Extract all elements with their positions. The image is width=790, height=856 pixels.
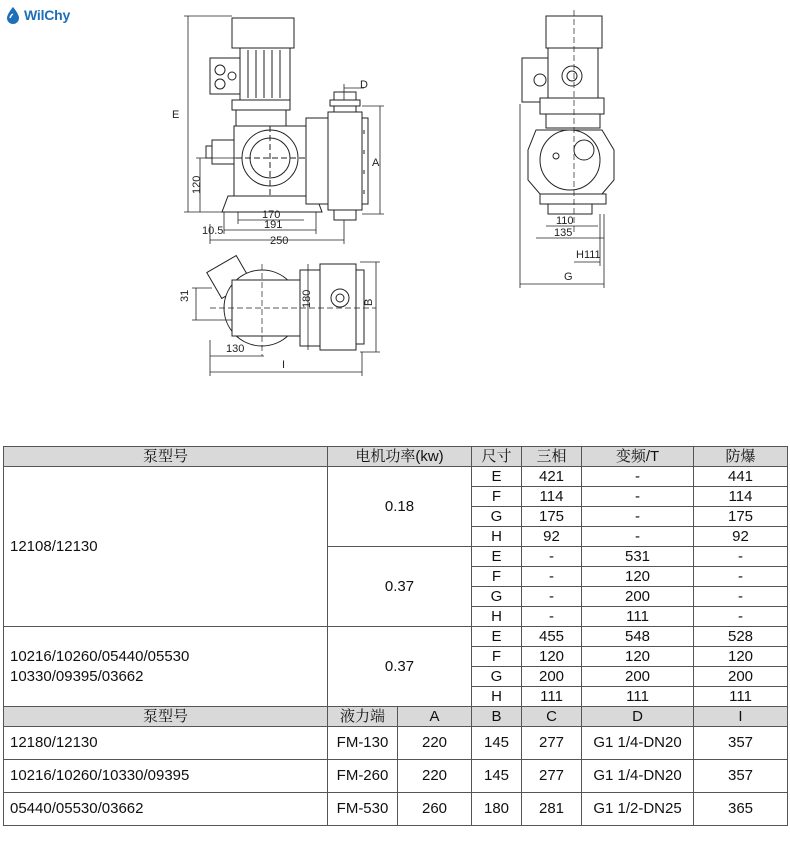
brand-name: WilChy [24,7,71,23]
vfd-cell: 548 [582,627,694,647]
three-phase-cell: 421 [522,467,582,487]
dim-I-cell: 365 [694,793,788,826]
model-cell: 10216/10260/10330/09395 [4,760,328,793]
table-row [4,727,788,760]
dim-A: A [372,157,380,169]
vfd-cell: 111 [582,607,694,627]
dim-I-cell: 357 [694,760,788,793]
dim-A-cell: 260 [398,793,472,826]
header-explosion-proof: 防爆 [694,447,788,467]
explosion-proof-cell: 114 [694,487,788,507]
header-model: 泵型号 [4,707,328,727]
liquid-end-cell: FM-130 [328,727,398,760]
dim-B-cell: 145 [472,727,522,760]
three-phase-cell: 455 [522,627,582,647]
vfd-cell: 531 [582,547,694,567]
table2-header [4,707,788,727]
dim-B: B [363,298,375,306]
model-cell: 05440/05530/03662 [4,793,328,826]
three-phase-cell: 92 [522,527,582,547]
vfd-cell: 200 [582,587,694,607]
dim-I: I [282,359,286,371]
three-phase-cell: - [522,587,582,607]
explosion-proof-cell: 120 [694,647,788,667]
vfd-cell: - [582,507,694,527]
vfd-cell: 111 [582,687,694,707]
table1-header [4,447,788,467]
vfd-cell: - [582,527,694,547]
front-motor [210,18,294,126]
explosion-proof-cell: 92 [694,527,788,547]
three-phase-cell: - [522,567,582,587]
three-phase-cell: 111 [522,687,582,707]
header-power: 电机功率(kw) [328,447,472,467]
header-liquid-end: 液力端 [328,707,398,727]
model-line: 10216/10260/05440/05530 [10,647,190,665]
dim-135: 135 [554,227,573,239]
size-cell: H [472,527,522,547]
explosion-proof-cell: 441 [694,467,788,487]
liquid-end-cell: FM-530 [328,793,398,826]
table-row [4,793,788,826]
dim-250: 250 [270,235,289,247]
model-cell: 12180/12130 [4,727,328,760]
explosion-proof-cell: 175 [694,507,788,527]
size-cell: H [472,607,522,627]
dim-D-cell: G1 1/2-DN25 [582,793,694,826]
explosion-proof-cell: 200 [694,667,788,687]
size-cell: G [472,507,522,527]
three-phase-cell: - [522,547,582,567]
dim-C-cell: 277 [522,727,582,760]
model-cell: 12108/12130 [4,467,328,627]
explosion-proof-cell: - [694,547,788,567]
dim-10-5: 10.5 [202,225,224,237]
dim-C-cell: 281 [522,793,582,826]
header-D: D [582,707,694,727]
explosion-proof-cell: 111 [694,687,788,707]
top-view [207,256,376,356]
header-vfd: 变频/T [582,447,694,467]
vfd-cell: 200 [582,667,694,687]
dim-E: E [172,109,180,121]
dim-170: 170 [262,209,281,221]
vfd-cell: - [582,467,694,487]
table-row [4,467,788,487]
dim-31: 31 [179,289,191,302]
dim-I-cell: 357 [694,727,788,760]
size-cell: F [472,647,522,667]
power-cell: 0.18 [328,467,472,547]
size-cell: E [472,467,522,487]
dim-A-cell: 220 [398,727,472,760]
header-three-phase: 三相 [522,447,582,467]
header-model: 泵型号 [4,447,328,467]
size-cell: H [472,687,522,707]
explosion-proof-cell: - [694,587,788,607]
dim-D-cell: G1 1/4-DN20 [582,760,694,793]
power-cell: 0.37 [328,547,472,627]
header-C: C [522,707,582,727]
dim-G: G [564,271,573,283]
model-cell [4,627,328,707]
size-cell: G [472,587,522,607]
dim-180: 180 [301,289,313,308]
size-cell: G [472,667,522,687]
three-phase-cell: 175 [522,507,582,527]
front-gearbox [206,126,322,212]
dim-130: 130 [226,343,245,355]
side-view [522,10,614,232]
dim-120: 120 [191,175,203,194]
dim-A-cell: 220 [398,760,472,793]
three-phase-cell: 200 [522,667,582,687]
header-size: 尺寸 [472,447,522,467]
explosion-proof-cell: 528 [694,627,788,647]
explosion-proof-cell: - [694,607,788,627]
vfd-cell: 120 [582,647,694,667]
table-row [4,760,788,793]
dim-B-cell: 180 [472,793,522,826]
size-cell: F [472,487,522,507]
dim-110: 110 [556,215,574,227]
table-row [4,627,788,647]
model-line: 10330/09395/03662 [10,667,144,685]
spec-table [3,446,788,826]
size-cell: E [472,627,522,647]
three-phase-cell: - [522,607,582,627]
power-cell: 0.37 [328,627,472,707]
dim-D-cell: G1 1/4-DN20 [582,727,694,760]
dim-B-cell: 145 [472,760,522,793]
dim-D: D [360,79,368,91]
liquid-end-cell: FM-260 [328,760,398,793]
explosion-proof-cell: - [694,567,788,587]
size-cell: E [472,547,522,567]
dim-191: 191 [264,219,283,231]
dim-H111: H111 [576,249,601,261]
front-pump-head [306,92,368,220]
vfd-cell: - [582,487,694,507]
dim-C-cell: 277 [522,760,582,793]
three-phase-cell: 120 [522,647,582,667]
header-I: I [694,707,788,727]
size-cell: F [472,567,522,587]
vfd-cell: 120 [582,567,694,587]
header-B: B [472,707,522,727]
header-A: A [398,707,472,727]
three-phase-cell: 114 [522,487,582,507]
